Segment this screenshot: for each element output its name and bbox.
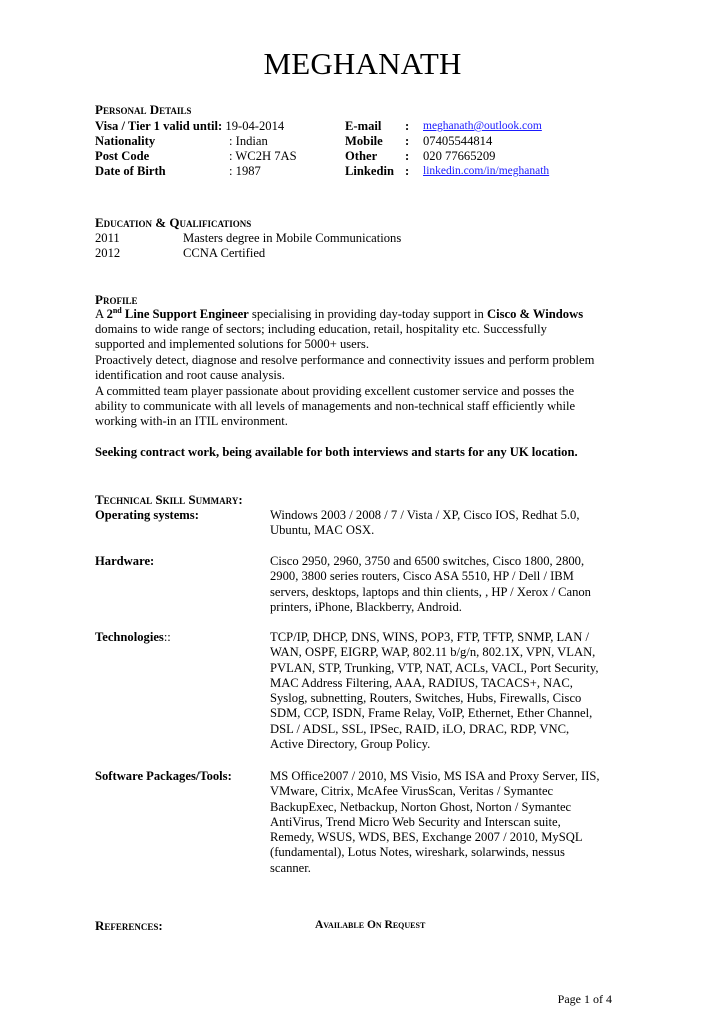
profile-heading: Profile [95,292,138,307]
skill-label-software: Software Packages/Tools: [95,769,232,783]
postcode-label: Post Code [95,149,150,163]
linkedin-row [345,164,550,179]
other-phone-value: 020 77665209 [423,149,496,163]
skill-value-technologies: TCP/IP, DHCP, DNS, WINS, POP3, FTP, TFTP, SNMP, LAN / WAN, OSPF, EIGRP, WAP, 802.11 b/g/n, 802.1X, VPN, VLAN, PVLAN, STP, Trunking, VTP, NAT, ACLs, VACL, Port Security, MAC Address Filtering, AAA, RADIUS, TACACS+, NAC, Syslog, subnetting, Routers, Switches, Hubs, Firewalls, Cisco SDM, CCP, ISDN, Frame Relay, VoIP, Ethernet, Ether Channel, DSL / ADSL, SSL, IPSec, RAID, iLO, DRAC, RDP, VNC, Active Directory, Group Policy. [270,630,599,752]
dob-row [95,164,261,179]
nationality-row [95,134,268,149]
candidate-name: MEGHANATH [263,46,462,81]
postcode-value: : WC2H 7AS [229,149,297,163]
tech-focus: Cisco & Windows [486,307,584,321]
visa-label: Visa / Tier 1 valid until: [95,119,223,133]
email-sep: : [405,119,410,133]
education-year-1: 2011 [95,231,120,245]
profile-line-1: A 2nd Line Support Engineer specialising in providing day-today support in Cisco & Windows [95,306,584,321]
mobile-sep: : [405,134,410,148]
mobile-label: Mobile [345,134,383,148]
mobile-value: 07405544814 [423,134,493,148]
email-label: E-mail [345,119,382,133]
role-title: Line Support Engineer [121,307,249,321]
linkedin-link[interactable]: linkedin.com/in/meghanath [423,165,550,177]
skill-label-os: Operating systems: [95,508,199,522]
linkedin-label: Linkedin [345,164,395,178]
profile-line-3: supported and implemented solutions for 5000+ users. [95,337,369,351]
linkedin-sep: : [405,164,410,178]
skill-value-software: MS Office2007 / 2010, MS Visio, MS ISA and Proxy Server, IIS, VMware, Citrix, McAfee VirusScan, Veritas / Symantec BackupExec, Netbackup, Norton Ghost, Norton / Symantec AntiVirus, Trend Micro Web Security and Interscan suite, Remedy, WSUS, WDS, BES, Exchange 2007 / 2010, MySQL (fundamental), Lotus Notes, wireshark, solarwinds, nessus scanner. [270,769,600,875]
skills-heading: Technical Skill Summary: [95,492,243,507]
profile-line-2: domains to wide range of sectors; including education, retail, hospitality etc. Successfully [95,322,547,336]
mobile-row [345,134,493,149]
references-value: Available On Request [315,919,426,931]
postcode-row [95,149,297,164]
education-year-2: 2012 [95,246,121,260]
education-item-1: Masters degree in Mobile Communications [183,231,402,245]
other-phone-label: Other [345,149,378,163]
dob-label: Date of Birth [95,164,166,178]
nationality-value: : Indian [229,134,268,148]
dob-value: : 1987 [229,164,261,178]
visa-row [95,119,284,134]
profile-line-6: A committed team player passionate about providing excellent customer service and posses the [95,384,575,398]
email-row [345,119,542,134]
profile-line-8: working with-in an ITIL environment. [95,414,288,428]
education-heading: Education & Qualifications [95,215,252,230]
personal-details-heading: Personal Details [95,102,192,117]
education-item-2: CCNA Certified [183,246,266,260]
seeking-statement: Seeking contract work, being available for both interviews and starts for any UK location. [95,445,578,459]
nationality-label: Nationality [95,134,156,148]
skill-label-hardware: Hardware: [95,554,155,568]
other-phone-sep: : [405,149,410,163]
email-link[interactable]: meghanath@outlook.com [423,120,542,132]
visa-value: 19-04-2014 [225,119,285,133]
skill-value-hardware: Cisco 2950, 2960, 3750 and 6500 switches, Cisco 1800, 2800, 2900, 3800 series routers, Cisco ASA 5510, HP / Dell / IBM servers, desktops, laptops and thin clients, , HP / Xerox / Canon printers, iPhone, Blackberry, Android. [270,554,591,614]
page-number: Page 1 of 4 [557,992,612,1006]
skill-value-os: Windows 2003 / 2008 / 7 / Vista / XP, Cisco IOS, Redhat 5.0, Ubuntu, MAC OSX. [270,508,580,538]
other-phone-row [345,149,496,164]
profile-line-4: Proactively detect, diagnose and resolve performance and connectivity issues and perform problem [95,353,595,367]
profile-line-7: ability to communicate with all levels of managements and non-technical staff efficiently while [95,399,576,413]
skill-label-technologies: Technologies:: [95,630,171,644]
profile-line-5: identification and root cause analysis. [95,368,285,382]
references-heading: References: [95,918,163,933]
